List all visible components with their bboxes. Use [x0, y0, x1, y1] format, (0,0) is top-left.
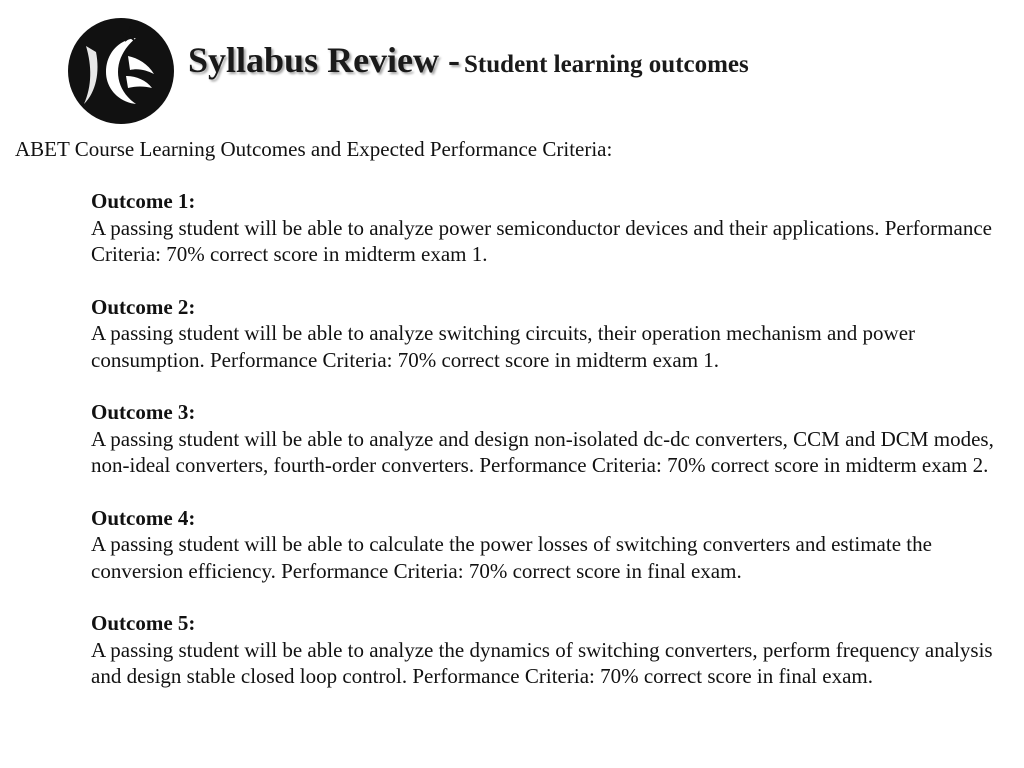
- outcome-text: A passing student will be able to analyze power semiconductor devices and their applications. Performance Criteria: 70% correct score in midterm exam 1.: [91, 215, 992, 266]
- outcome-text: A passing student will be able to calculate the power losses of switching converters and estimate the conversion efficiency. Performance Criteria: 70% correct score in final exam.: [91, 532, 932, 583]
- outcome-text: A passing student will be able to analyze and design non-isolated dc-dc converters, CCM and DCM modes, non-ideal converters, fourth-order converters. Performance Criteria: 70% correct score in midterm exam 2.: [91, 426, 994, 477]
- outcome-item: [91, 610, 1016, 690]
- pegasus-logo-icon: [66, 16, 176, 126]
- outcome-item: [91, 294, 1016, 374]
- intro-text: ABET Course Learning Outcomes and Expected Performance Criteria:: [15, 137, 613, 161]
- outcome-heading: Outcome 4:: [91, 505, 196, 530]
- outcome-heading: Outcome 2:: [91, 294, 196, 319]
- outcome-heading: Outcome 5:: [91, 611, 196, 635]
- outcome-text: A passing student will be able to analyze switching circuits, their operation mechanism and power consumption. Performance Criteria: 70% correct score in midterm exam 1.: [91, 321, 916, 372]
- page-title: [188, 42, 749, 78]
- title-main: Syllabus Review -: [188, 40, 461, 80]
- title-sub: Student learning outcomes: [464, 51, 749, 78]
- outcome-item: [91, 505, 1016, 585]
- outcomes-list: [91, 188, 1016, 716]
- outcome-item: [91, 188, 1016, 268]
- outcome-heading: Outcome 1:: [91, 189, 196, 213]
- outcome-item: [91, 399, 1016, 479]
- outcome-heading: Outcome 3:: [91, 400, 196, 424]
- outcome-text: A passing student will be able to analyze the dynamics of switching converters, perform frequency analysis and design stable closed loop control. Performance Criteria: 70% correct score in final exam.: [91, 637, 993, 688]
